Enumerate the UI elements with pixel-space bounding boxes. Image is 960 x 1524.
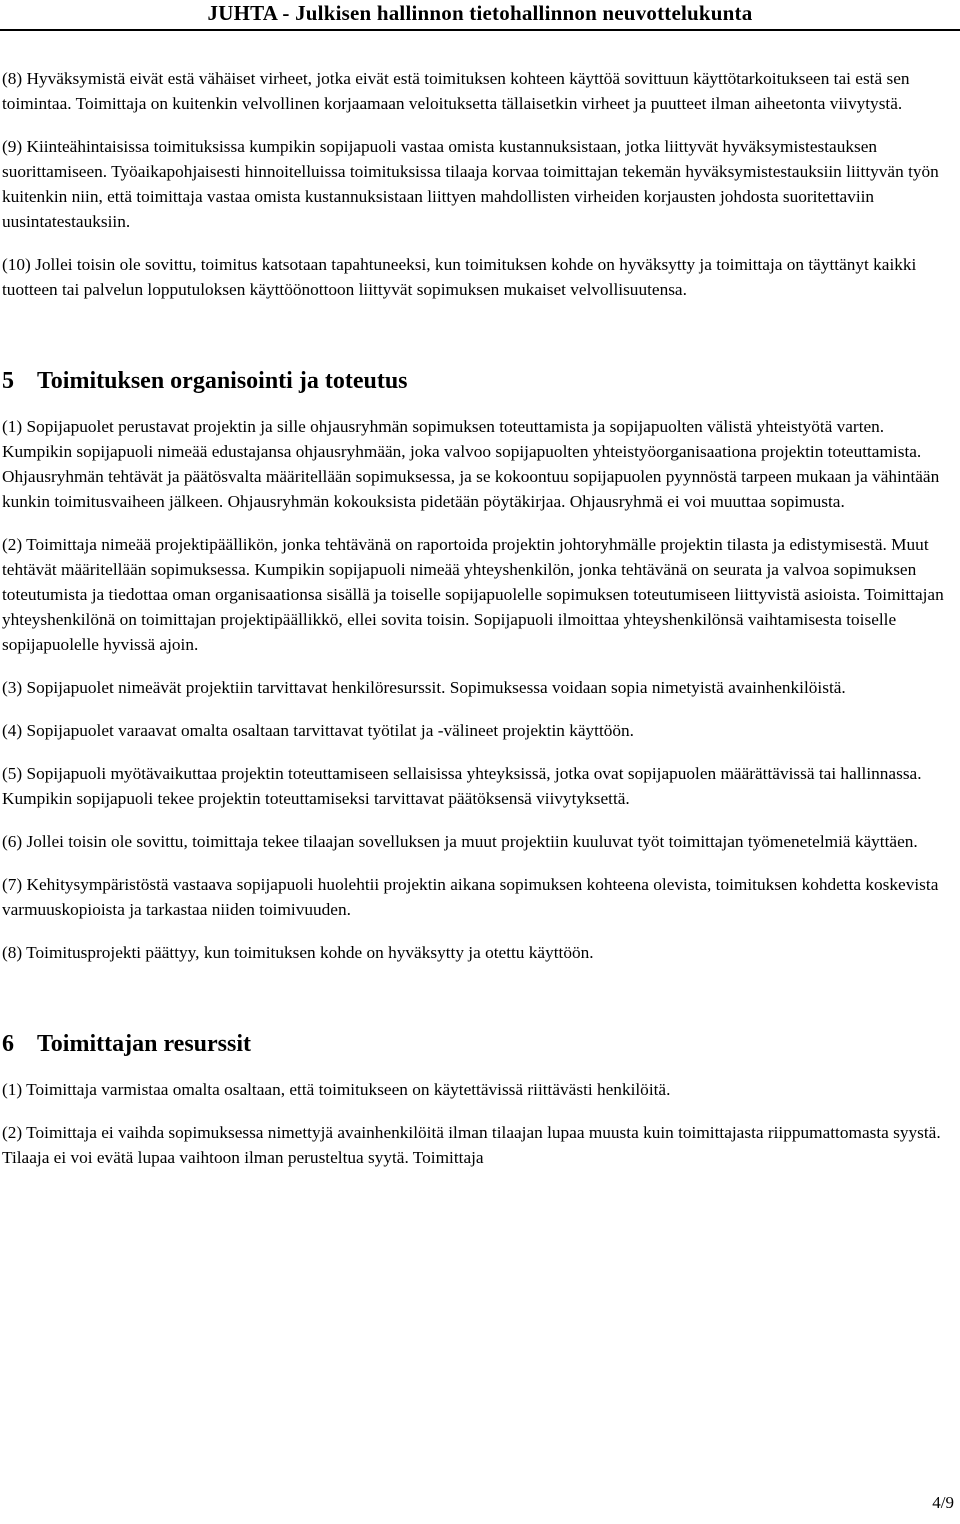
page-number: 4/9 [932, 1493, 954, 1512]
section-5-paragraph-8: (8) Toimitusprojekti päättyy, kun toimituksen kohde on hyväksytty ja otettu käyttöön. [2, 943, 594, 962]
section-5-paragraph-2: (2) Toimittaja nimeää projektipäällikön, jonka tehtävänä on raportoida projektin johtoryhmälle projektin tilasta ja edistymisestä. Muut tehtävät määritellään sopimuksessa. Kumpikin sopijapuoli nimeää yhteyshenkilön, jonka tehtävänä on seurata ja valvoa sopimuksen toteutumista ja tiedottaa oman organisaationsa sisällä ja toiselle sopijapuolelle sopimuksen toteutumiseen liittyvistä asioista. Toimittajan yhteyshenkilönä on toimittajan projektipäällikkö, ellei sovita toisin. Sopijapuoli ilmoittaa yhteyshenkilönsä vaihtamisesta toiselle sopijapuolelle hyvissä ajoin. [2, 535, 944, 654]
section-5-paragraph-6: (6) Jollei toisin ole sovittu, toimittaja tekee tilaajan sovelluksen ja muut projektiin kuuluvat työt toimittajan työmenetelmiä käyttäen. [2, 832, 918, 851]
section-6-paragraph-1: (1) Toimittaja varmistaa omalta osaltaan, että toimitukseen on käytettävissä riittävästi henkilöitä. [2, 1080, 671, 1099]
paragraph-8-acceptance: (8) Hyväksymistä eivät estä vähäiset virheet, jotka eivät estä toimituksen kohteen käyttöä sovittuun käyttötarkoitukseen tai estä sen toimintaa. Toimittaja on kuitenkin velvollinen korjaamaan veloituksetta tällaisetkin virheet ja puutteet ilman aiheetonta viivytystä. [2, 69, 910, 113]
section-5-heading [2, 366, 954, 396]
paragraph-9-costs: (9) Kiinteähintaisissa toimituksissa kumpikin sopijapuoli vastaa omista kustannuksistaan, jotka liittyvät hyväksymistestauksen suorittamiseen. Työaikapohjaisesti hinnoitelluissa toimituksissa tilaaja korvaa toimittajan tekemän hyväksymistestauksiin liittyvän työn kuitenkin niin, että toimittaja vastaa omista kustannuksistaan liittyen mahdollisten virheiden korjausten johdosta suoritettaviin uusintatestauksiin. [2, 137, 939, 231]
paragraph-10-delivery: (10) Jollei toisin ole sovittu, toimitus katsotaan tapahtuneeksi, kun toimituksen kohde on hyväksytty ja toimittaja on täyttänyt kaikki tuotteen tai palvelun lopputuloksen käyttöönottoon liittyvät sopimuksen mukaiset velvollisuutensa. [2, 255, 917, 299]
section-6-paragraph-2: (2) Toimittaja ei vaihda sopimuksessa nimettyjä avainhenkilöitä ilman tilaajan lupaa muusta kuin toimittajasta riippumattomasta syystä. Tilaaja ei voi evätä lupaa vaihtoon ilman perusteltua syytä. Toimittaja [2, 1123, 941, 1167]
section-5-paragraph-1: (1) Sopijapuolet perustavat projektin ja sille ohjausryhmän sopimuksen toteuttamista ja sopijapuolten välistä yhteistyötä varten. Kumpikin sopijapuoli nimeää edustajansa ohjausryhmään, joka valvoo sopijapuolten yhteistyöorganisaationa projektin toteuttamista. Ohjausryhmän tehtävät ja päätösvalta määritellään sopimuksessa, ja se kokoontuu sopijapuolen pyynnöstä tarpeen mukaan ja vähintään kunkin toimitusvaiheen jälkeen. Ohjausryhmän kokouksista pidetään pöytäkirjaa. Ohjausryhmä ei voi muuttaa sopimusta. [2, 417, 940, 511]
section-5-paragraph-7: (7) Kehitysympäristöstä vastaava sopijapuoli huolehtii projektin aikana sopimuksen kohteena olevista, toimituksen kohdetta koskevista varmuuskopioista ja tarkastaa niiden toimivuuden. [2, 875, 939, 919]
section-5-paragraph-3: (3) Sopijapuolet nimeävät projektiin tarvittavat henkilöresurssit. Sopimuksessa voidaan sopia nimetyistä avainhenkilöistä. [2, 678, 846, 697]
page-header-title: JUHTA - Julkisen hallinnon tietohallinnon neuvottelukunta [207, 1, 753, 25]
section-5-title: Toimituksen organisointi ja toteutus [37, 368, 408, 394]
section-5-paragraph-4: (4) Sopijapuolet varaavat omalta osaltaan tarvittavat työtilat ja -välineet projektin käyttöön. [2, 721, 634, 740]
section-6-title: Toimittajan resurssit [37, 1031, 252, 1057]
document-body [2, 66, 954, 1170]
section-6-number: 6 [2, 1031, 14, 1057]
section-5-paragraph-5: (5) Sopijapuoli myötävaikuttaa projektin toteuttamiseen sellaisissa yhteyksissä, jotka ovat sopijapuolen määrättävissä tai hallinnassa. Kumpikin sopijapuoli tekee projektin toteuttamiseksi tarvittavat päätöksensä viivytyksettä. [2, 764, 922, 808]
section-6-heading [2, 1029, 954, 1059]
header-divider [0, 29, 960, 31]
section-5-number: 5 [2, 368, 14, 394]
